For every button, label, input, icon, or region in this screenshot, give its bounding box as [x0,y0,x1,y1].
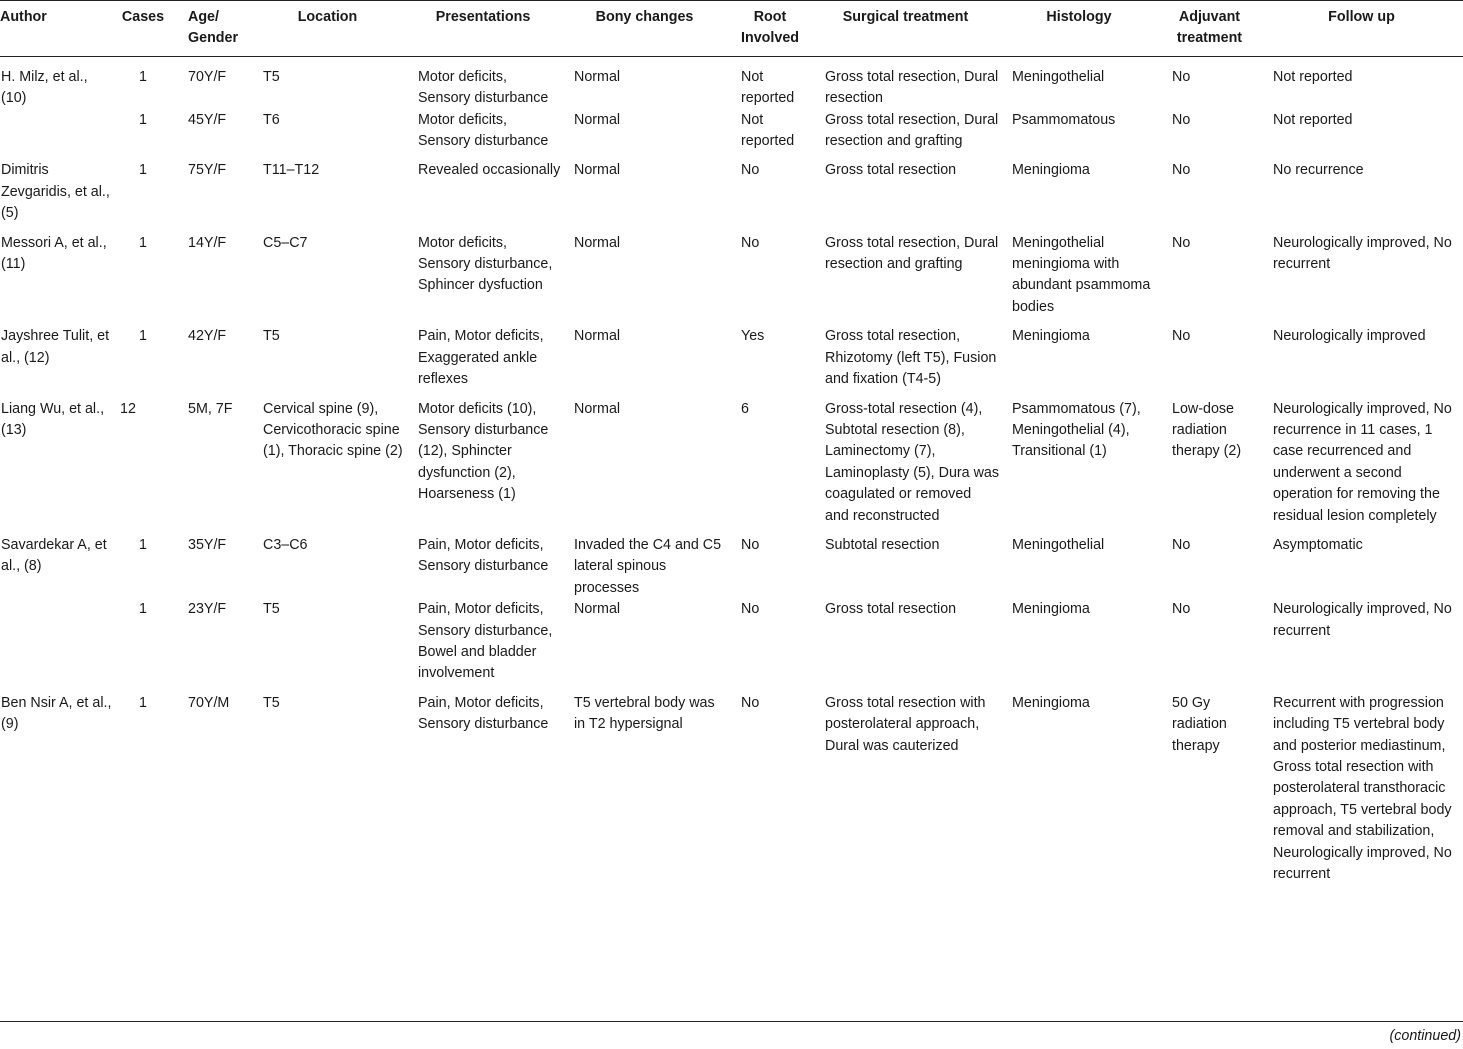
presentations-cell: Pain, Motor deficits, Exaggerated ankle reflexes [418,328,544,388]
histology-cell: Meningothelial meningioma with abundant psammoma bodies [1012,234,1151,315]
follow-up-cell: Not reported [1273,68,1353,85]
adjuvant-treatment-cell: No [1172,536,1191,553]
table-row [0,318,1463,390]
age-gender-cell: 45Y/F [188,111,227,128]
root-involved-cell: No [741,536,760,553]
cases-cell: 1 [139,328,147,345]
histology-cell: Meningioma [1012,601,1090,618]
follow-up-cell: Neurologically improved, No recurrent [1273,601,1452,639]
cases-cell: 1 [139,601,147,618]
presentations-cell: Motor deficits, Sensory disturbance [418,68,549,107]
surgical-treatment-cell: Subtotal resection [825,536,940,553]
bony-changes-cell: T5 vertebral body was in T2 hypersignal [574,694,715,733]
table-row [0,110,1463,153]
age-gender-cell: 42Y/F [188,328,227,345]
cases-cell: 1 [139,694,147,711]
follow-up-cell: Recurrent with progression including T5 vertebral body and posterior mediastinum, Gross total resection with posterolateral transthoracic approach, T5 vertebral body removal and stabilization, Neurologically improved, No recurrent [1273,694,1452,883]
adjuvant-treatment-cell: Low-dose radiation therapy (2) [1172,400,1242,460]
histology-cell: Psammomatous (7), Meningothelial (4), Transitional (1) [1012,400,1141,460]
table-row [0,391,1463,527]
adjuvant-treatment-cell: 50 Gy radiation therapy [1172,694,1227,754]
header-root-involved: Root Involved [728,1,812,57]
location-cell: Cervical spine (9), Cervicothoracic spine (1), Thoracic spine (2) [263,400,403,460]
root-involved-cell: No [741,601,760,618]
surgical-treatment-cell: Gross-total resection (4), Subtotal resection (8), Laminectomy (7), Laminoplasty (5), Dura was coagulated or removed and reconstructed [825,400,1000,524]
presentations-cell: Pain, Motor deficits, Sensory disturbance [418,694,549,733]
follow-up-cell: Asymptomatic [1273,536,1363,553]
histology-cell: Meningioma [1012,328,1090,345]
author-cell [0,599,112,685]
age-gender-cell: 35Y/F [188,536,227,553]
location-cell: T5 [263,601,280,618]
age-gender-cell: 5M, 7F [188,400,233,417]
header-presentations: Presentations [405,1,561,57]
age-gender-cell: 70Y/F [188,68,227,85]
follow-up-cell: No recurrence [1273,162,1364,179]
follow-up-cell: Not reported [1273,111,1353,128]
adjuvant-treatment-cell: No [1172,328,1191,345]
presentations-cell: Motor deficits (10), Sensory disturbance (12), Sphincter dysfunction (2), Hoarseness (1) [418,400,549,503]
surgical-treatment-cell: Gross total resection, Dural resection and grafting [825,111,999,150]
follow-up-cell: Neurologically improved, No recurrence in 11 cases, 1 case recurrenced and underwent a second operation for removing the residual lesion completely [1273,400,1452,524]
cases-cell: 1 [139,536,147,553]
age-gender-cell: 14Y/F [188,234,227,251]
root-involved-cell: No [741,162,760,179]
root-involved-cell: Not reported [741,111,795,150]
follow-up-cell: Neurologically improved, No recurrent [1273,234,1452,273]
table-bottom-rule [0,1021,1463,1022]
table-row [0,527,1463,599]
root-involved-cell: No [741,234,760,251]
table-body [0,56,1463,885]
presentations-cell: Motor deficits, Sensory disturbance [418,111,549,150]
root-involved-cell: Not reported [741,68,795,107]
bony-changes-cell: Normal [574,234,621,251]
location-cell: C5–C7 [263,234,308,251]
header-age-gender: Age/ Gender [174,1,250,57]
adjuvant-treatment-cell: No [1172,68,1191,85]
location-cell: T5 [263,328,280,345]
author-cell: Messori A, et al., (11) [1,234,107,273]
header-bony-changes: Bony changes [561,1,728,57]
author-cell [0,110,112,153]
follow-up-cell: Neurologically improved [1273,328,1426,345]
bony-changes-cell: Normal [574,68,621,85]
age-gender-cell: 70Y/M [188,694,230,711]
author-cell: Ben Nsir A, et al., (9) [1,694,112,733]
continued-note: (continued) [1389,1028,1461,1044]
bony-changes-cell: Normal [574,162,621,179]
cases-cell: 1 [139,111,147,128]
location-cell: C3–C6 [263,536,308,553]
surgical-treatment-cell: Gross total resection, Rhizotomy (left T5), Fusion and fixation (T4-5) [825,328,997,388]
cases-cell: 1 [139,234,147,251]
surgical-treatment-cell: Gross total resection [825,601,957,618]
root-involved-cell: Yes [741,328,765,345]
surgical-treatment-cell: Gross total resection with posterolateral approach, Dural was cauterized [825,694,986,754]
author-cell: Dimitris Zevgaridis, et al., (5) [1,162,110,222]
author-cell: Savardekar A, et al., (8) [1,536,107,575]
root-involved-cell: No [741,694,760,711]
age-gender-cell: 75Y/F [188,162,227,179]
author-cell: H. Milz, et al., (10) [1,68,88,107]
table-row [0,599,1463,685]
table-row [0,685,1463,886]
histology-cell: Meningothelial [1012,68,1105,85]
table-header [0,1,1463,57]
surgical-treatment-cell: Gross total resection, Dural resection and grafting [825,234,999,273]
age-gender-cell: 23Y/F [188,601,227,618]
header-author: Author [0,1,112,57]
location-cell: T5 [263,694,280,711]
author-cell: Liang Wu, et al., (13) [1,400,105,438]
cases-cell: 1 [139,68,147,85]
header-row [0,1,1463,57]
author-cell: Jayshree Tulit, et al., (12) [1,328,110,366]
location-cell: T6 [263,111,280,128]
histology-cell: Meningothelial [1012,536,1105,553]
location-cell: T11–T12 [263,162,320,179]
table-row [0,225,1463,319]
bony-changes-cell: Normal [574,400,621,417]
header-surgical-treatment: Surgical treatment [812,1,999,57]
adjuvant-treatment-cell: No [1172,162,1191,179]
histology-cell: Psammomatous [1012,111,1116,128]
surgical-treatment-cell: Gross total resection [825,162,957,179]
location-cell: T5 [263,68,280,85]
adjuvant-treatment-cell: No [1172,234,1191,251]
header-follow-up: Follow up [1260,1,1463,57]
presentations-cell: Revealed occasionally [418,162,561,179]
presentations-cell: Pain, Motor deficits, Sensory disturbance, Bowel and bladder involvement [418,601,553,682]
bony-changes-cell: Normal [574,111,621,128]
histology-cell: Meningioma [1012,694,1090,711]
bony-changes-cell: Normal [574,601,621,618]
presentations-cell: Pain, Motor deficits, Sensory disturbance [418,536,549,575]
presentations-cell: Motor deficits, Sensory disturbance, Sphincer dysfuction [418,234,553,294]
header-location: Location [250,1,405,57]
header-cases: Cases [112,1,174,57]
surgical-treatment-cell: Gross total resection, Dural resection [825,68,999,107]
cases-cell: 12 [120,400,136,417]
adjuvant-treatment-cell: No [1172,111,1191,128]
cases-cell: 1 [139,162,147,179]
header-histology: Histology [999,1,1159,57]
histology-cell: Meningioma [1012,162,1090,179]
bony-changes-cell: Normal [574,328,621,345]
table-row [0,152,1463,224]
root-involved-cell: 6 [741,400,749,417]
adjuvant-treatment-cell: No [1172,601,1191,618]
bony-changes-cell: Invaded the C4 and C5 lateral spinous processes [574,536,722,596]
table-row [0,56,1463,109]
header-adjuvant-treatment: Adjuvant treatment [1159,1,1260,57]
